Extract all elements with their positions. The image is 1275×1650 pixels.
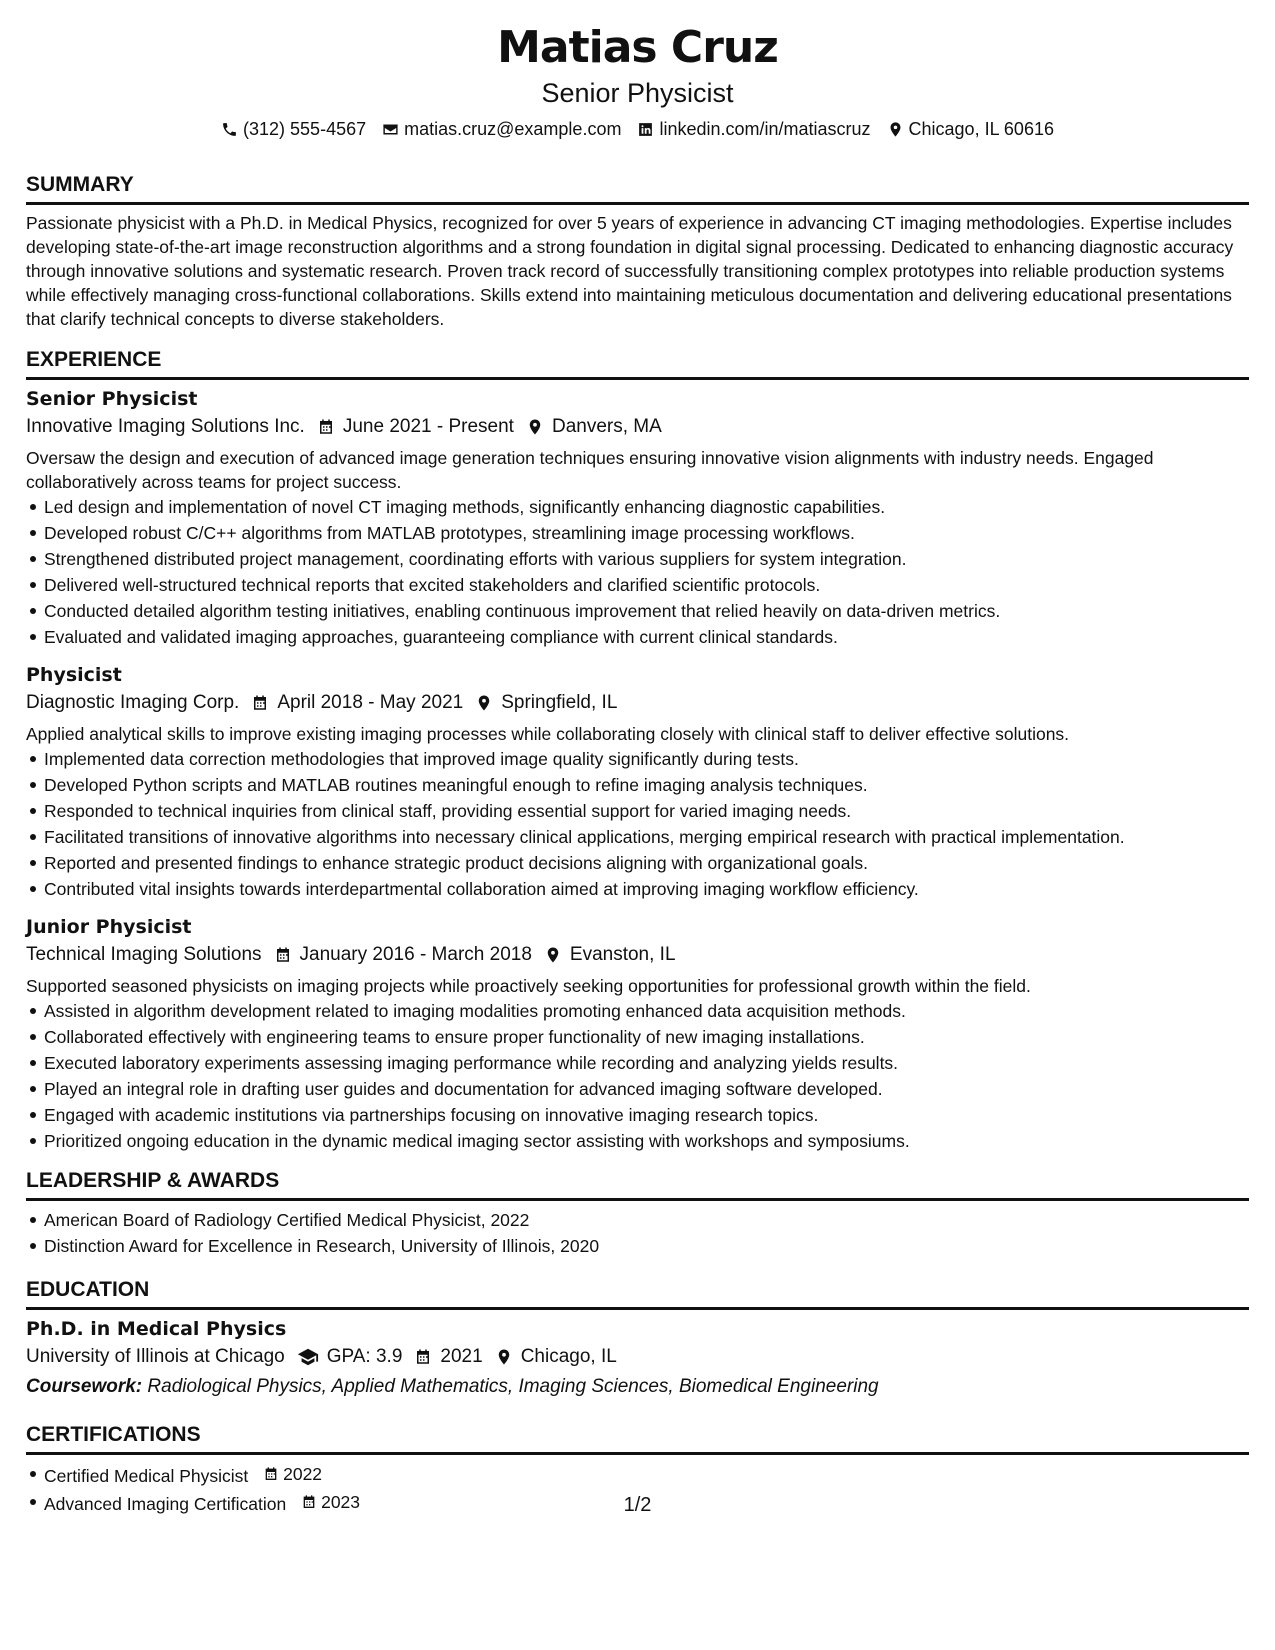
list-item <box>44 1461 1249 1489</box>
summary-text: Passionate physicist with a Ph.D. in Medical Physics, recognized for over 5 years of experience in advancing CT imaging methodologies. Expertise includes developing state-of-the-art image reconstruction algorithms and a strong foundation in digital signal processing. Dedicated to enhancing diagnostic accuracy through innovative solutions and systematic research. Proven track record of successfully transitioning complex prototypes into reliable production systems while effectively managing cross-functional collaborations. Skills extend into maintaining meticulous documentation and delivering educational presentations that clarify technical concepts to diverse stakeholders. <box>26 213 1234 329</box>
calendar-icon <box>274 946 292 964</box>
list-item: Reported and presented findings to enhance strategic product decisions aligning with organizational goals. <box>44 850 1249 876</box>
contact-bar <box>26 116 1249 142</box>
job-meta <box>26 940 1249 970</box>
gpa-text: GPA: 3.9 <box>326 1346 403 1367</box>
school-name: University of Illinois at Chicago <box>26 1346 285 1367</box>
linkedin-text: linkedin.com/in/matiascruz <box>659 119 871 139</box>
email-text: matias.cruz@example.com <box>404 119 622 139</box>
job-bullets <box>26 998 1249 1154</box>
list-item: Engaged with academic institutions via partnerships focusing on innovative imaging research topics. <box>44 1102 1249 1128</box>
list-item: Responded to technical inquiries from clinical staff, providing essential support for varied imaging needs. <box>44 798 1249 824</box>
job-location <box>526 412 662 442</box>
awards-list <box>26 1207 1249 1259</box>
job-company: Innovative Imaging Solutions Inc. <box>26 416 305 437</box>
list-item: Evaluated and validated imaging approaches, guaranteeing compliance with current clinical standards. <box>44 624 1249 650</box>
resume-page <box>26 0 1249 1517</box>
calendar-icon <box>317 418 335 436</box>
phone-text: (312) 555-4567 <box>243 119 367 139</box>
coursework-label: Coursework: <box>26 1376 143 1397</box>
list-item: Collaborated effectively with engineering teams to ensure proper functionality of new imaging installations. <box>44 1024 1249 1050</box>
job-meta <box>26 412 1249 442</box>
list-item: Distinction Award for Excellence in Research, University of Illinois, 2020 <box>44 1233 1249 1259</box>
coursework-line <box>26 1372 1249 1402</box>
calendar-icon <box>414 1348 432 1366</box>
job-location <box>475 688 617 718</box>
job-dates <box>317 412 514 442</box>
education-section <box>26 1277 1249 1402</box>
list-item: Implemented data correction methodologies that improved image quality significantly during tests. <box>44 746 1249 772</box>
certification-year: 2022 <box>283 1464 323 1484</box>
summary-section <box>26 172 1249 331</box>
candidate-name: Matias Cruz <box>497 22 778 73</box>
education-year <box>414 1342 482 1372</box>
list-item: Led design and implementation of novel CT imaging methods, significantly enhancing diagnostic capabilities. <box>44 494 1249 520</box>
list-item: Prioritized ongoing education in the dynamic medical imaging sector assisting with workshops and symposiums. <box>44 1128 1249 1154</box>
section-title-leadership: LEADERSHIP & AWARDS <box>26 1168 1249 1201</box>
contact-phone[interactable] <box>221 116 366 142</box>
phone-icon <box>221 121 238 138</box>
envelope-icon <box>382 121 399 138</box>
job-dates-text: June 2021 - Present <box>342 416 514 437</box>
job-description: Supported seasoned physicists on imaging projects while proactively seeking opportunities for professional growth within the field. <box>26 976 1031 996</box>
map-pin-icon <box>544 946 562 964</box>
experience-section <box>26 347 1249 1154</box>
job-bullets <box>26 494 1249 650</box>
certification-name: Certified Medical Physicist <box>44 1466 249 1486</box>
education-year-text: 2021 <box>440 1346 483 1367</box>
job-location-text: Springfield, IL <box>501 692 618 713</box>
list-item: Conducted detailed algorithm testing initiatives, enabling continuous improvement that relied heavily on data-driven metrics. <box>44 598 1249 624</box>
contact-email[interactable] <box>382 116 621 142</box>
education-gpa <box>297 1342 403 1372</box>
map-pin-icon <box>526 418 544 436</box>
job-entry <box>26 386 1249 650</box>
graduation-cap-icon <box>297 1346 319 1368</box>
job-dates-text: January 2016 - March 2018 <box>299 944 532 965</box>
list-item: Developed Python scripts and MATLAB routines meaningful enough to refine imaging analysis techniques. <box>44 772 1249 798</box>
section-title-summary: SUMMARY <box>26 172 1249 205</box>
map-pin-icon <box>887 121 904 138</box>
section-title-education: EDUCATION <box>26 1277 1249 1310</box>
certification-name: Advanced Imaging Certification <box>44 1494 287 1514</box>
page-number: 1/2 <box>623 1494 652 1516</box>
map-pin-icon <box>475 694 493 712</box>
calendar-icon <box>263 1466 279 1482</box>
list-item: Contributed vital insights towards interdepartmental collaboration aimed at improving imaging workflow efficiency. <box>44 876 1249 902</box>
education-location <box>495 1342 617 1372</box>
section-title-experience: EXPERIENCE <box>26 347 1249 380</box>
job-entry <box>26 914 1249 1154</box>
list-item: American Board of Radiology Certified Medical Physicist, 2022 <box>44 1207 1249 1233</box>
education-location-text: Chicago, IL <box>520 1346 617 1367</box>
list-item: Strengthened distributed project management, coordinating efforts with various suppliers for system integration. <box>44 546 1249 572</box>
job-company: Technical Imaging Solutions <box>26 944 262 965</box>
job-description: Oversaw the design and execution of advanced image generation techniques ensuring innovative vision alignments with industry needs. Engaged collaboratively across teams for project success. <box>26 448 1154 492</box>
job-title: Junior Physicist <box>26 916 192 938</box>
section-title-certifications: CERTIFICATIONS <box>26 1422 1249 1455</box>
education-meta <box>26 1342 1249 1372</box>
job-entry <box>26 662 1249 902</box>
contact-location <box>887 116 1054 142</box>
job-bullets <box>26 746 1249 902</box>
job-location-text: Evanston, IL <box>569 944 676 965</box>
job-company: Diagnostic Imaging Corp. <box>26 692 240 713</box>
list-item: Executed laboratory experiments assessing imaging performance while recording and analyzing yields results. <box>44 1050 1249 1076</box>
job-meta <box>26 688 1249 718</box>
contact-linkedin[interactable] <box>637 116 870 142</box>
list-item: Delivered well-structured technical reports that excited stakeholders and clarified scientific protocols. <box>44 572 1249 598</box>
linkedin-icon <box>637 121 654 138</box>
job-dates <box>274 940 532 970</box>
degree-title: Ph.D. in Medical Physics <box>26 1318 287 1340</box>
coursework-text: Radiological Physics, Applied Mathematics, Imaging Sciences, Biomedical Engineering <box>147 1376 879 1397</box>
location-text: Chicago, IL 60616 <box>908 119 1054 139</box>
job-location-text: Danvers, MA <box>551 416 662 437</box>
job-title: Physicist <box>26 664 122 686</box>
resume-header <box>26 0 1249 142</box>
job-location <box>544 940 676 970</box>
certification-year: 2023 <box>321 1492 361 1512</box>
job-description: Applied analytical skills to improve existing imaging processes while collaborating closely with clinical staff to deliver effective solutions. <box>26 724 1070 744</box>
leadership-section <box>26 1168 1249 1259</box>
job-title: Senior Physicist <box>26 388 198 410</box>
list-item: Assisted in algorithm development related to imaging modalities promoting enhanced data acquisition methods. <box>44 998 1249 1024</box>
map-pin-icon <box>495 1348 513 1366</box>
candidate-headline: Senior Physicist <box>541 78 734 108</box>
list-item: Played an integral role in drafting user guides and documentation for advanced imaging software developed. <box>44 1076 1249 1102</box>
calendar-icon <box>251 694 269 712</box>
job-dates-text: April 2018 - May 2021 <box>277 692 464 713</box>
job-dates <box>251 688 463 718</box>
list-item: Developed robust C/C++ algorithms from MATLAB prototypes, streamlining image processing workflows. <box>44 520 1249 546</box>
certification-date <box>263 1461 322 1487</box>
list-item: Facilitated transitions of innovative algorithms into necessary clinical applications, merging empirical research with practical implementation. <box>44 824 1249 850</box>
